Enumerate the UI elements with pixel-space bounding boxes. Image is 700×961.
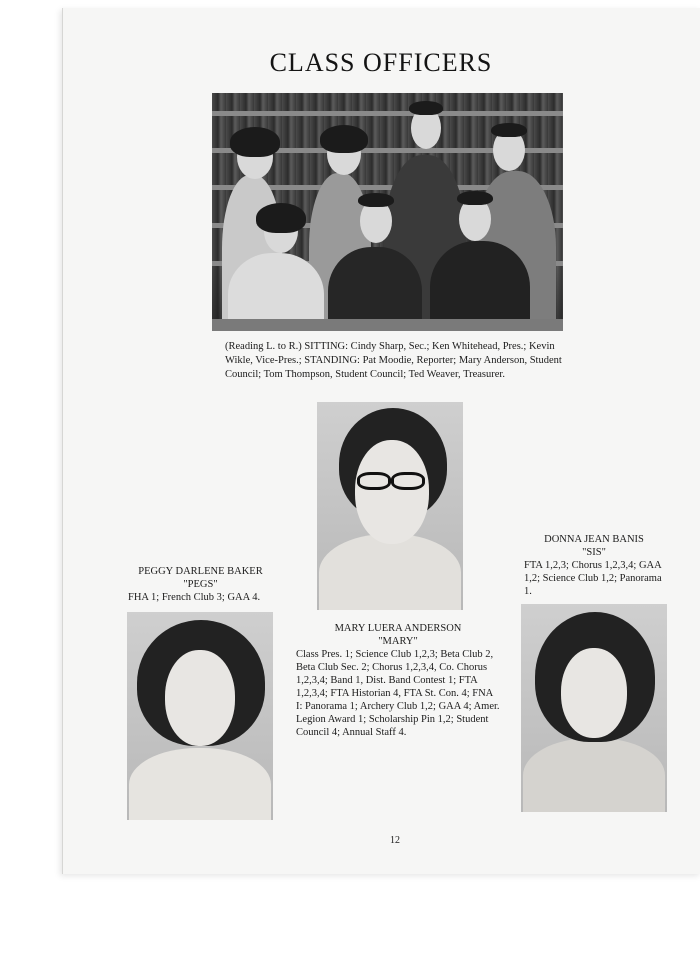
student-name: MARY LUERA ANDERSON <box>334 623 462 634</box>
bookshelf-line <box>212 111 563 116</box>
person-hair <box>256 203 306 233</box>
student-nickname: "MARY" <box>378 636 418 647</box>
portrait-face <box>561 648 627 738</box>
page-number: 12 <box>390 835 400 846</box>
class-officers-group-photo <box>212 93 563 331</box>
person-hair <box>320 125 368 153</box>
page-title: CLASS OFFICERS <box>269 48 493 77</box>
portrait-bust <box>129 748 271 820</box>
portrait-peggy-baker <box>127 612 273 820</box>
student-entry-donna <box>524 533 664 598</box>
glasses-lens <box>357 472 391 490</box>
person-hair <box>457 191 493 205</box>
portrait-face <box>165 650 235 746</box>
student-activities: Class Pres. 1; Science Club 1,2,3; Beta Club 2, Beta Club Sec. 2; Chorus 1,2,3,4, Co. Chorus 1,2,3,4; Band 1, Dist. Band Contest 1; FTA 1,2,3,4; FTA Historian 4, FTA St. Con. 4; FNA I: Panorama 1; Archery Club 1,2; GAA 4; Amer. Legion Award 1; Scholarship Pin 1,2; Student Council 4; Annual Staff 4. <box>296 649 500 738</box>
portrait-bust <box>319 534 461 610</box>
portrait-donna-banis <box>521 604 667 812</box>
student-activities: FHA 1; French Club 3; GAA 4. <box>128 592 261 603</box>
sitting-person <box>430 241 530 331</box>
student-name: DONNA JEAN BANIS <box>544 534 644 545</box>
student-nickname: "SIS" <box>582 547 606 558</box>
student-entry-peggy <box>128 565 273 604</box>
student-name: PEGGY DARLENE BAKER <box>138 566 263 577</box>
student-nickname: "PEGS" <box>183 579 218 590</box>
person-hair <box>409 101 443 115</box>
person-hair <box>230 127 280 157</box>
student-activities: FTA 1,2,3; Chorus 1,2,3,4; GAA 1,2; Science Club 1,2; Panorama 1. <box>524 560 662 597</box>
person-hair <box>358 193 394 207</box>
table-edge <box>212 319 563 331</box>
portrait-face <box>355 440 429 544</box>
portrait-mary-anderson <box>317 402 463 610</box>
person-hair <box>491 123 527 137</box>
group-photo-caption: (Reading L. to R.) SITTING: Cindy Sharp, Sec.; Ken Whitehead, Pres.; Kevin Wikle, Vice-Pres.; STANDING: Pat Moodie, Reporter; Mary Anderson, Student Council; Tom Thompson, Student Council; Ted Weaver, Treasurer. <box>225 341 562 380</box>
portrait-bust <box>523 738 665 812</box>
student-entry-mary <box>296 622 500 739</box>
glasses-lens <box>391 472 425 490</box>
